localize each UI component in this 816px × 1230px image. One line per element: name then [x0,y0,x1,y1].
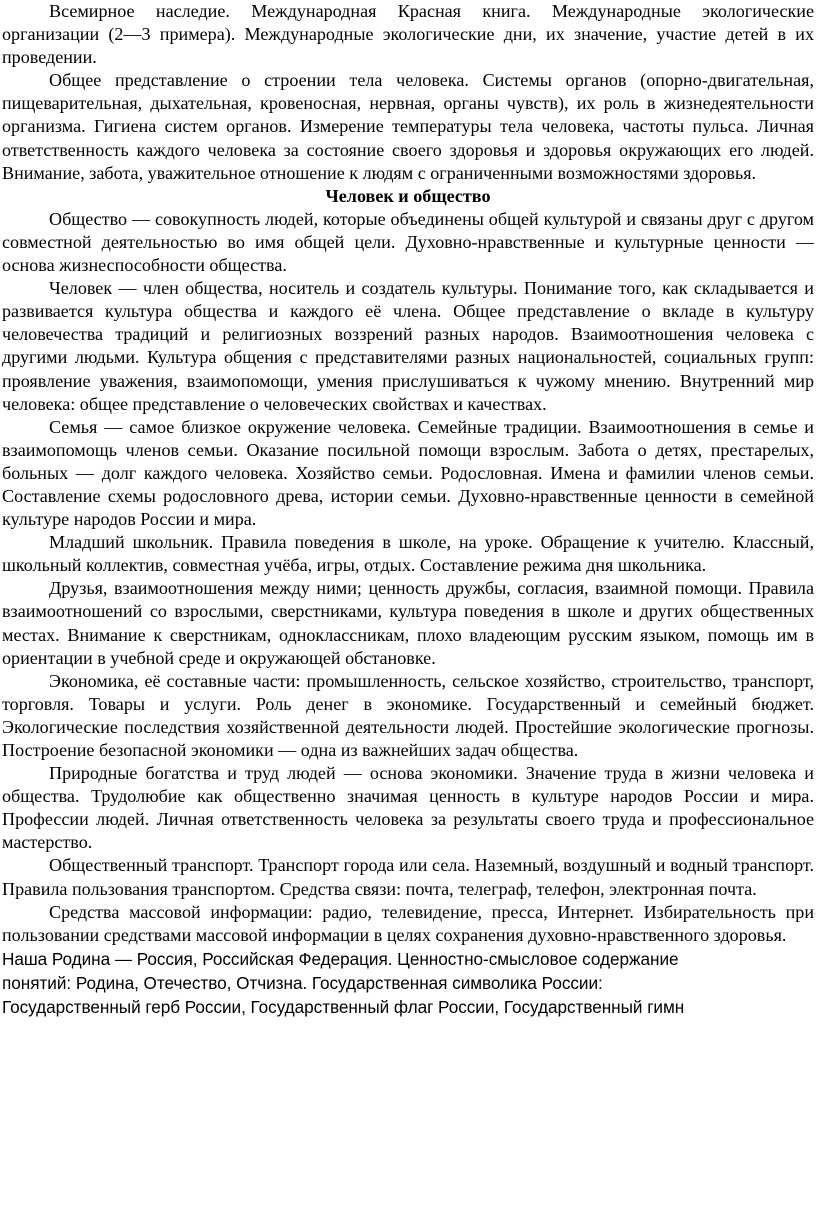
paragraph-human-body: Общее представление о строении тела человека. Системы органов (опорно-двигательная, пищеварительная, дыхательная, кровеносная, нервная, органы чувств), их роль в жизнедеятельности организма. Гигиена систем органов. Измерение температуры тела человека, частоты пульса. Личная ответственность каждого человека за состояние своего здоровья и здоровья окружающих его людей. Внимание, забота, уважительное отношение к людям с ограниченными возможностями здоровья. [2,70,814,183]
footer-line: Государственный герб России, Государственный флаг России, Государственный гимн [2,997,685,1018]
paragraph-human: Человек — член общества, носитель и создатель культуры. Понимание того, как складывается и развивается культура общества и каждого её члена. Общее представление о вкладе в культуру человечества традиций и религиозных воззрений разных народов. Взаимоотношения человека с другими людьми. Культура общения с представителями разных национальностей, социальных групп: проявление уважения, взаимопомощи, умения прислушиваться к чужому мнению. Внутренний мир человека: общее представление о человеческих свойствах и качествах. [2,278,814,414]
footer-line: Наша Родина — Россия, Российская Федерация. Ценностно-смысловое содержание [2,948,679,969]
paragraph-family: Семья — самое близкое окружение человека. Семейные традиции. Взаимоотношения в семье и взаимопомощь членов семьи. Оказание посильной помощи взрослым. Забота о детях, престарелых, больных — долг каждого человека. Хозяйство семьи. Родословная. Имена и фамилии членов семьи. Составление схемы родословного древа, истории семьи. Духовно-нравственные ценности в семейной культуре народов России и мира. [2,416,814,530]
footer-line: понятий: Родина, Отечество, Отчизна. Государственная символика России: [2,973,603,994]
paragraph-transport: Общественный транспорт. Транспорт города или села. Наземный, воздушный и водный транспорт. Правила пользования транспортом. Средства связи: почта, телеграф, телефон, электронная почта. [2,855,814,899]
paragraph-mass-media: Средства массовой информации: радио, телевидение, пресса, Интернет. Избирательность при пользовании средствами массовой информации в целях сохранения духовно-нравственного здоровья. [2,901,814,945]
paragraph-friends: Друзья, взаимоотношения между ними; ценность дружбы, согласия, взаимной помощи. Правила взаимоотношений со взрослыми, сверстниками, культура поведения в школе и других общественных местах. Внимание к сверстникам, одноклассникам, плохо владеющим русским языком, помощь им в ориентации в учебной среде и окружающей обстановке. [2,578,814,668]
paragraph-schoolchild: Младший школьник. Правила поведения в школе, на уроке. Обращение к учителю. Классный, школьный коллектив, совместная учёба, игры, отдых. Составление режима дня школьника. [2,532,814,576]
paragraph-economy: Экономика, её составные части: промышленность, сельское хозяйство, строительство, транспорт, торговля. Товары и услуги. Роль денег в экономике. Государственный и семейный бюджет. Экологические последствия хозяйственной деятельности людей. Простейшие экологические прогнозы. Построение безопасной экономики — одна из важнейших задач общества. [2,670,814,760]
section-heading: Человек и общество [325,185,491,206]
paragraph-natural-resources: Природные богатства и труд людей — основа экономики. Значение труда в жизни человека и общества. Трудолюбие как общественно значимая ценность в культуре народов России и мира. Профессии людей. Личная ответственность человека за результаты своего труда и профессиональное мастерство. [2,763,814,853]
paragraph-society: Общество — совокупность людей, которые объединены общей культурой и связаны друг с другом совместной деятельностью во имя общей цели. Духовно-нравственные и культурные ценности — основа жизнеспособности общества. [2,208,814,276]
paragraph-world-heritage: Всемирное наследие. Международная Красная книга. Международные экологические организации (2—3 примера). Международные экологические дни, их значение, участие детей в их проведении. [2,1,814,68]
footer-block [2,947,814,1020]
